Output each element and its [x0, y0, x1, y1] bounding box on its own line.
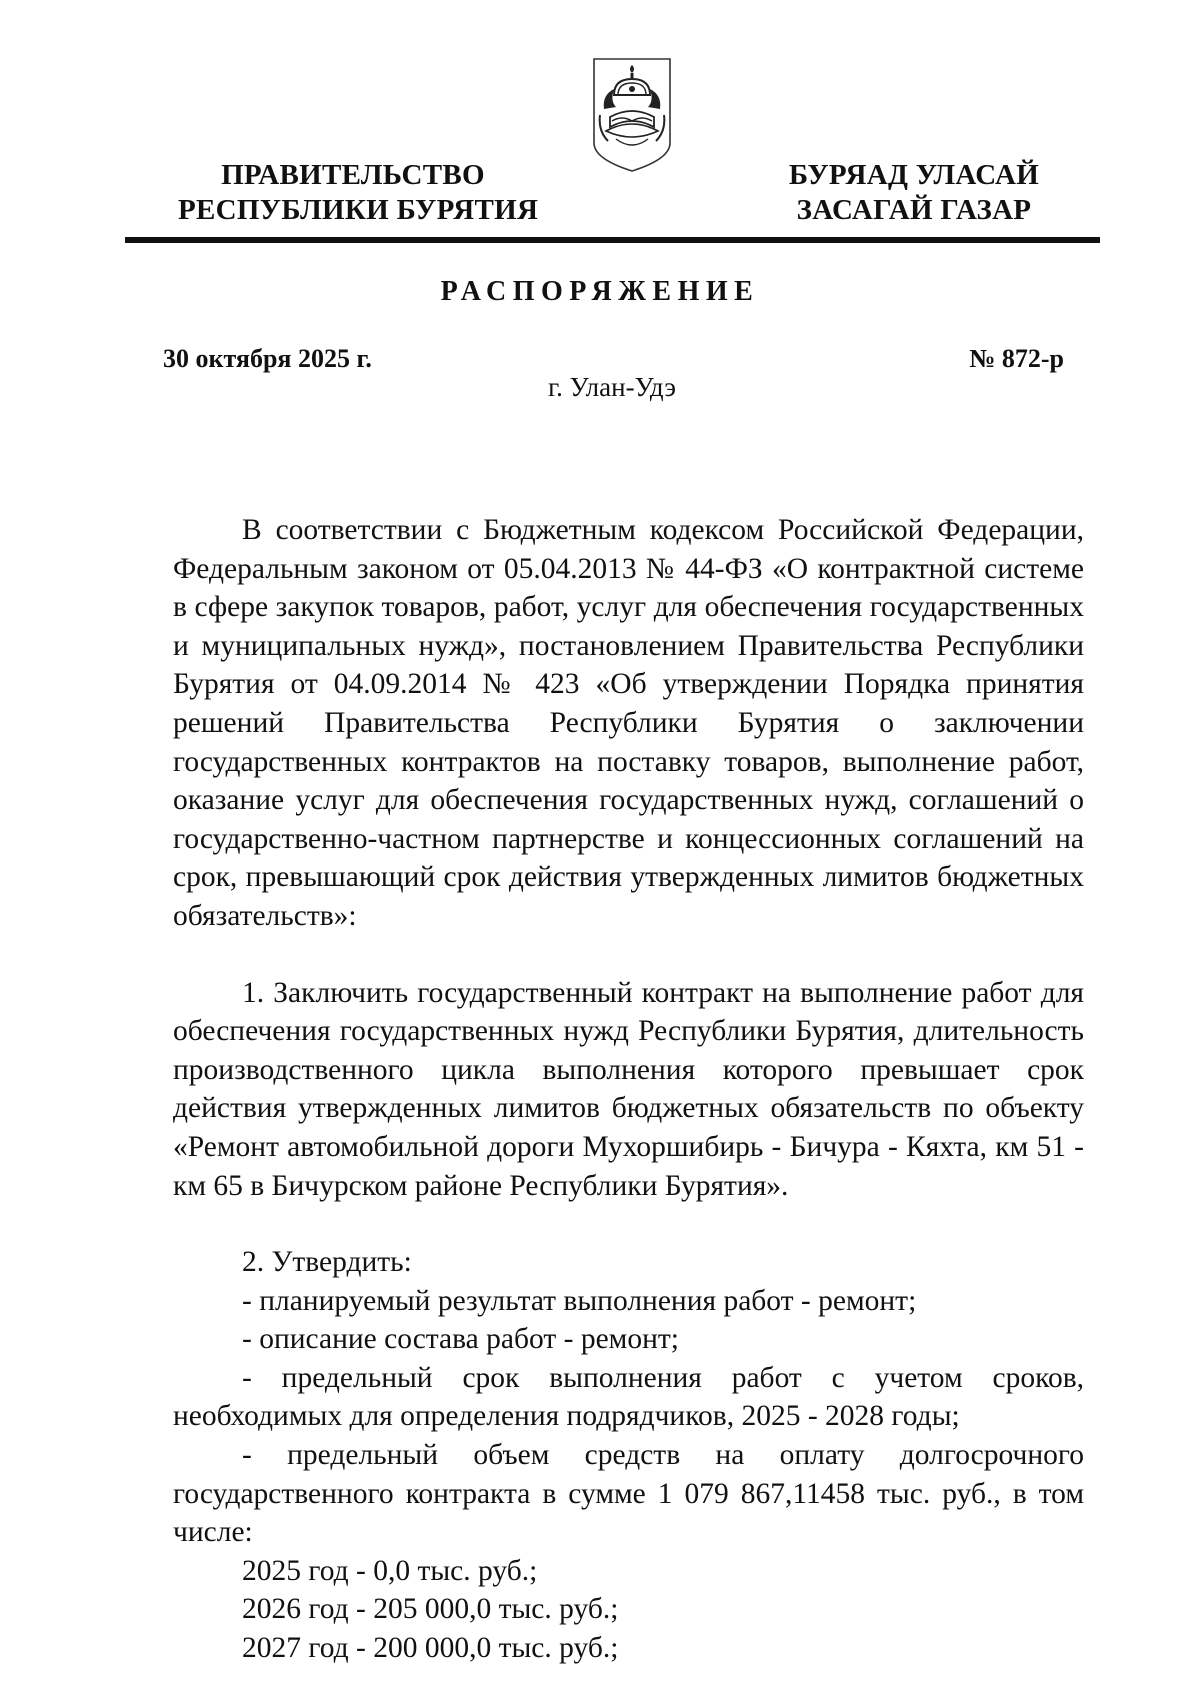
organization-name-bur-line2: ЗАСАГАЙ ГАЗАР — [796, 194, 1032, 226]
organization-name-ru — [178, 158, 539, 228]
document-type-title: РАСПОРЯЖЕНИЕ — [440, 276, 760, 307]
year-2025-amount: 2025 год - 0,0 тыс. руб.; — [242, 1554, 538, 1587]
document-body — [173, 511, 1084, 1668]
document-date: 30 октября 2025 г. — [163, 344, 372, 373]
header-divider — [125, 237, 1100, 243]
year-2027-amount: 2027 год - 200 000,0 тыс. руб.; — [242, 1632, 619, 1665]
organization-name-bur-line1: БУРЯАД УЛАСАЙ — [788, 159, 1040, 191]
preamble-paragraph: В соответствии с Бюджетным кодексом Российской Федерации, Федеральным законом от 05.04.2013 № 44-ФЗ «О контрактной системе в сфере закупок товаров, работ, услуг для обеспечения государственных и муниципальных нужд», постановлением Правительства Республики Бурятия от 04.09.2014 № 423 «Об утверждении Порядка принятия решений Правительства Республики Бурятия о заключении государственных контрактов на поставку товаров, выполнение работ, оказание услуг для обеспечения государственных нужд, соглашений о государственно-частном партнерстве и концессионных соглашений на срок, превышающий срок действия утвержденных лимитов бюджетных обязательств»: — [173, 514, 1084, 932]
organization-name-ru-line1: ПРАВИТЕЛЬСТВО — [221, 159, 485, 191]
coat-of-arms-emblem — [590, 55, 674, 175]
item-2-heading: 2. Утвердить: — [242, 1246, 412, 1279]
item-2-bullet-1: - планируемый результат выполнения работ - ремонт; — [242, 1284, 917, 1317]
document-number: № 872-р — [969, 344, 1064, 373]
year-2026-amount: 2026 год - 205 000,0 тыс. руб.; — [242, 1593, 619, 1626]
document-city: г. Улан-Удэ — [548, 372, 676, 402]
item-1-paragraph: 1. Заключить государственный контракт на выполнение работ для обеспечения государственных нужд Республики Бурятия, длительность производственного цикла выполнения которого превышает срок действия утвержденных лимитов бюджетных обязательств по объекту «Ремонт автомобильной дороги Мухоршибирь - Бичура - Кяхта, км 51 - км 65 в Бичурском районе Республики Бурятия». — [173, 976, 1084, 1202]
item-2-bullet-3: - предельный срок выполнения работ с учетом сроков, необходимых для определения подрядчиков, 2025 - 2028 годы; — [173, 1361, 1084, 1433]
organization-name-ru-line2: РЕСПУБЛИКИ БУРЯТИЯ — [178, 194, 539, 226]
organization-name-bur — [768, 158, 1060, 228]
item-2-bullet-4: - предельный объем средств на оплату долгосрочного государственного контракта в сумме 1 079 867,11458 тыс. руб., в том числе: — [173, 1439, 1084, 1549]
item-2-bullet-2: - описание состава работ - ремонт; — [242, 1323, 679, 1356]
